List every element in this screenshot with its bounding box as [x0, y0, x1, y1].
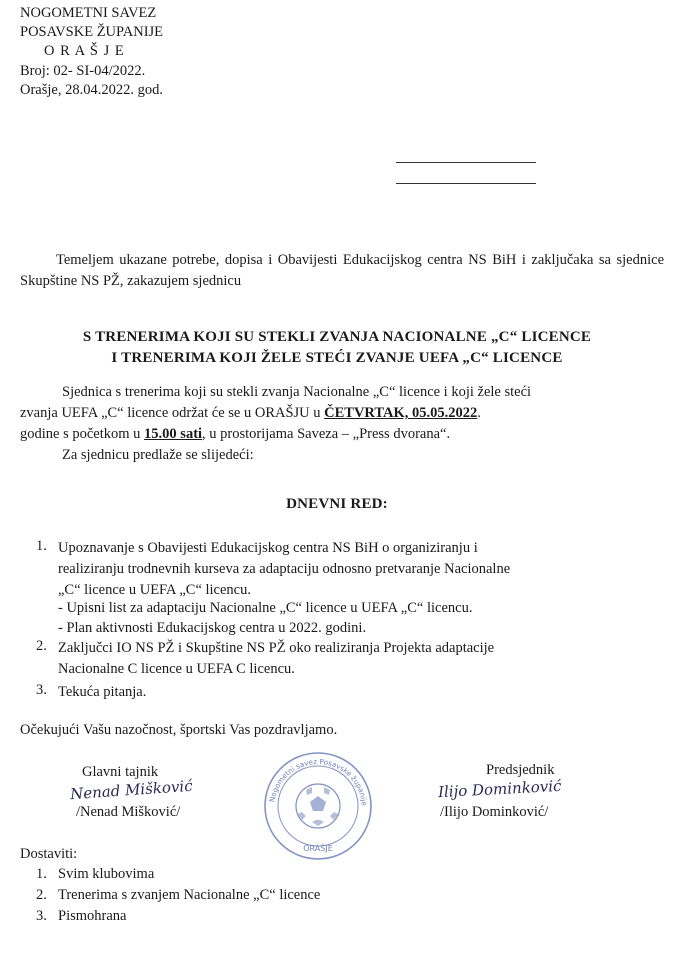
stamp-ring-text: Nogometni savez Posavske županije [267, 756, 369, 807]
org-name-line2: POSAVSKE ŽUPANIJE [20, 24, 164, 40]
intro-paragraph: Temeljem ukazane potrebe, dopisa i Obavijesti Edukacijskog centra NS BiH i zaključaka sa sjednice Skupštine NS PŽ, zakazujem sjednicu [20, 252, 664, 289]
agenda-sub-item-2: - Plan aktivnosti Edukacijskog centra u 2022. godini. [58, 620, 367, 636]
meeting-time: 15.00 sati [144, 426, 203, 442]
document-date: Orašje, 28.04.2022. god. [20, 82, 163, 98]
secretary-name: /Nenad Mišković/ [76, 804, 181, 820]
delivery-item-1: Svim klubovima [58, 866, 155, 882]
closing-sentence: Očekujući Vašu nazočnost, športski Vas pozdravljamo. [20, 722, 338, 738]
recipient-line-2 [396, 183, 536, 184]
body-line-3-text: godine s početkom u [20, 426, 141, 442]
body-line-4: Za sjednicu predlaže se slijedeći: [62, 447, 254, 463]
agenda-item-1-line-3: „C“ licence u UEFA „C“ licencu. [58, 582, 251, 598]
body-line-2 [20, 403, 481, 424]
agenda-item-1-line-2: realiziranju trodnevnih kurseva za adaptaciju odnosno pretvaranje Nacionalne [58, 561, 511, 577]
org-name-line1: NOGOMETNI SAVEZ [20, 5, 157, 21]
delivery-item-3-number: 3. [36, 908, 47, 924]
title-line-2: I TRENERIMA KOJI ŽELE STEĆI ZVANJE UEFA „C“ LICENCE [111, 350, 563, 366]
delivery-item-2: Trenerima s zvanjem Nacionalne „C“ licence [58, 887, 321, 903]
delivery-item-2-number: 2. [36, 887, 47, 903]
agenda-item-3-line-1: Tekuća pitanja. [58, 684, 147, 700]
agenda-sub-item-1: - Upisni list za adaptaciju Nacionalne „C“ licence u UEFA „C“ licencu. [58, 600, 473, 616]
president-name: /Ilijo Dominković/ [440, 804, 549, 820]
reference-number: Broj: 02- SI-04/2022. [20, 63, 146, 79]
stamp-bottom-text: ORAŠJE [303, 844, 333, 853]
secretary-signature: Nenad Mišković [69, 776, 194, 804]
official-stamp [262, 750, 374, 862]
agenda-heading: DNEVNI RED: [286, 496, 388, 512]
agenda-item-1-line-1: Upoznavanje s Obavijesti Edukacijskog centra NS BiH o organiziranju i [58, 540, 478, 556]
delivery-item-1-number: 1. [36, 866, 47, 882]
delivery-heading: Dostaviti: [20, 846, 78, 862]
agenda-item-3-number: 3. [36, 682, 47, 698]
meeting-date: ČETVRTAK, 05.05.2022 [324, 405, 478, 421]
president-title: Predsjednik [486, 762, 555, 778]
delivery-item-3: Pismohrana [58, 908, 127, 924]
body-line-1: Sjednica s trenerima koji su stekli zvanja Nacionalne „C“ licence i koji žele steći [62, 384, 532, 400]
body-line-2-dot: . [477, 405, 481, 421]
body-line-2-text: zvanja UEFA „C“ licence održat će se u ORAŠJU u [20, 405, 321, 421]
recipient-line-1 [396, 162, 536, 163]
president-signature: Ilijo Dominković [437, 776, 562, 802]
stamp-graphic [262, 750, 374, 862]
title-line-1: S TRENERIMA KOJI SU STEKLI ZVANJA NACIONALNE „C“ LICENCE [82, 329, 592, 345]
secretary-title: Glavni tajnik [82, 764, 159, 780]
agenda-item-2-line-1: Zaključci IO NS PŽ i Skupštine NS PŽ oko realiziranja Projekta adaptacije [58, 640, 495, 656]
body-line-3-rest: , u prostorijama Saveza – „Press dvorana“. [202, 426, 451, 442]
agenda-item-2-number: 2. [36, 638, 47, 654]
org-city: O R A Š J E [44, 43, 125, 59]
agenda-item-1-number: 1. [36, 538, 47, 554]
agenda-item-2-line-2: Nacionalne C licence u UEFA C licencu. [58, 661, 295, 677]
body-line-3 [20, 424, 450, 445]
